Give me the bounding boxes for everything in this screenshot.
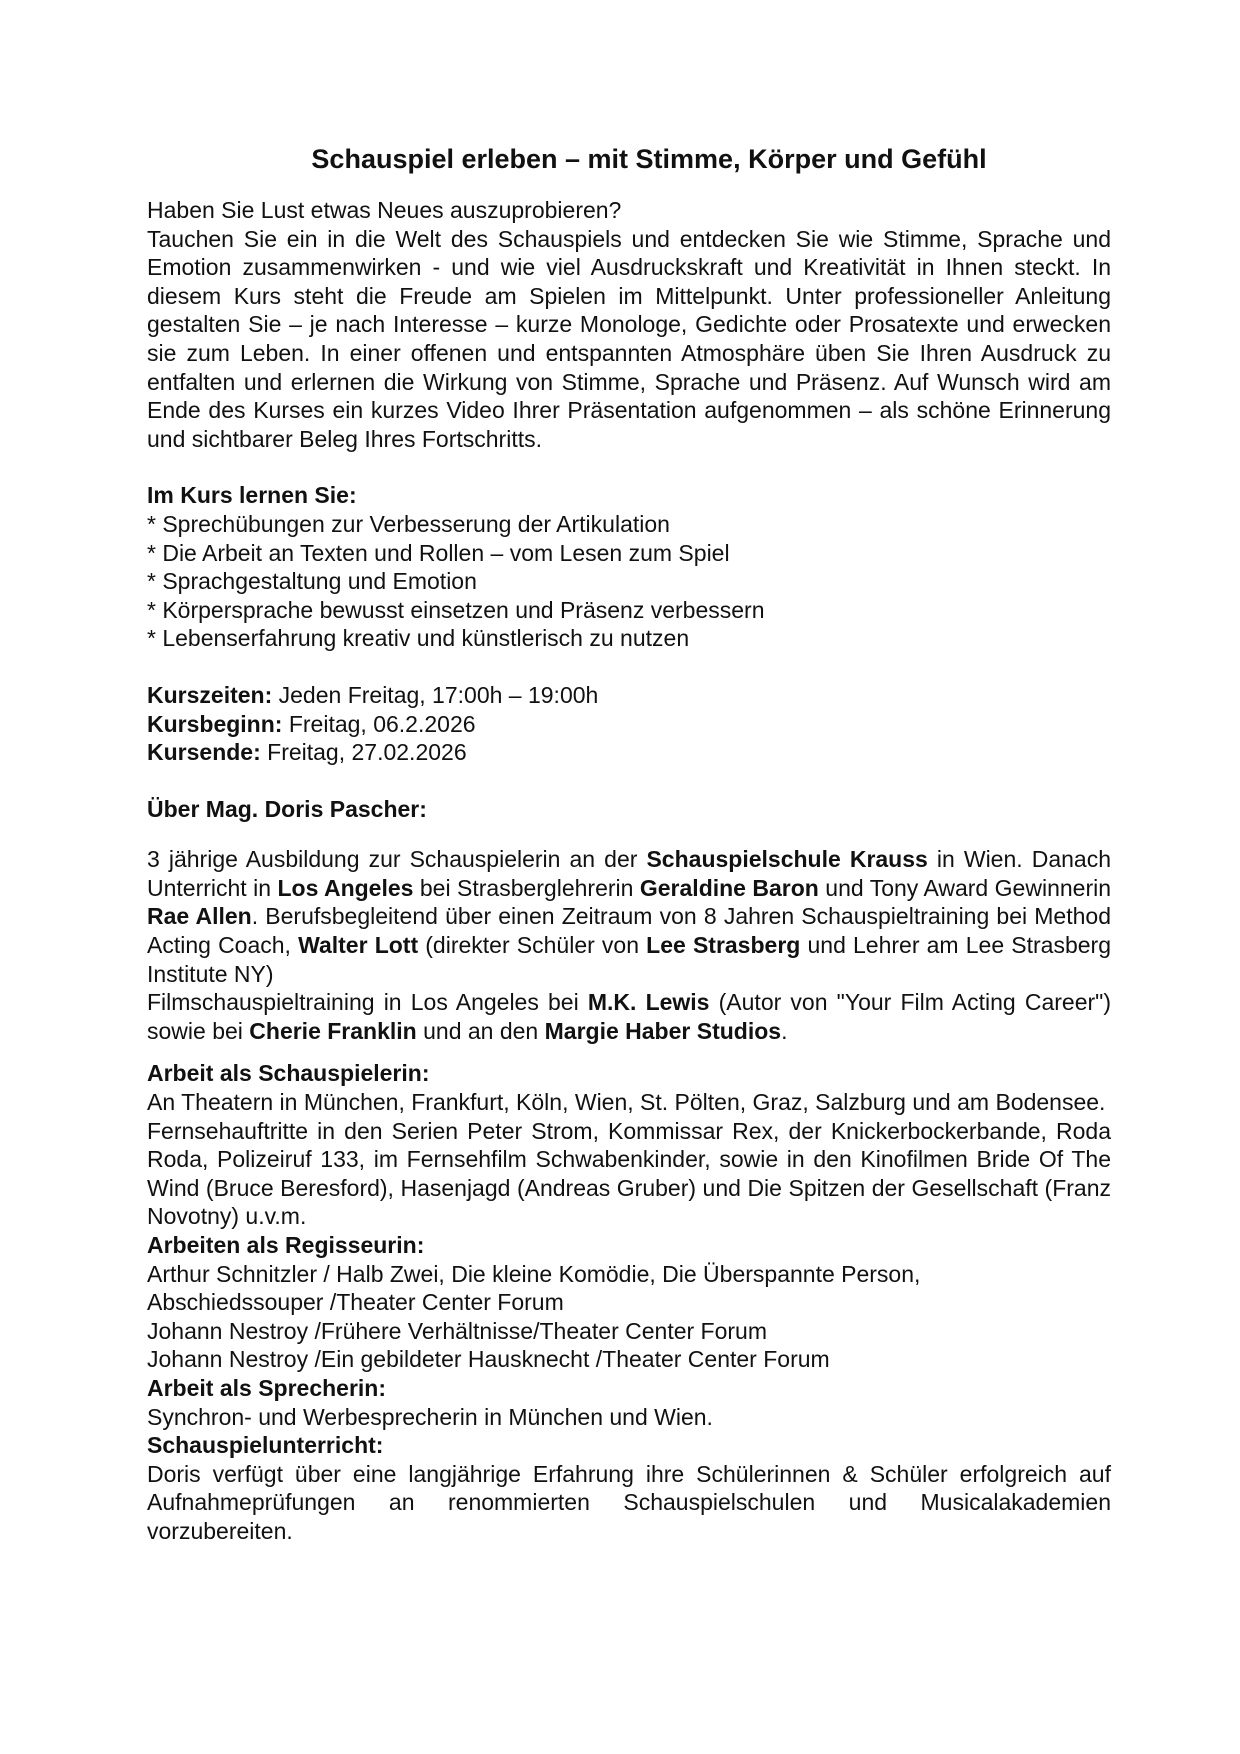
spacer: [147, 653, 1111, 681]
list-item: * Sprechübungen zur Verbesserung der Artikulation: [147, 510, 670, 537]
about-film: [147, 988, 1111, 1045]
teaching-heading: Schauspielunterricht:: [147, 1432, 384, 1459]
list-item: * Die Arbeit an Texten und Rollen – vom Lesen zum Spiel: [147, 539, 730, 566]
schedule-start-value: Freitag, 06.2.2026: [282, 710, 476, 737]
director-line: Johann Nestroy /Frühere Verhältnisse/Theater Center Forum: [147, 1317, 768, 1344]
bio-highlight: Geraldine Baron: [639, 874, 819, 901]
intro-question: Haben Sie Lust etwas Neues auszuprobieren?: [147, 197, 622, 223]
schedule-times-label: Kurszeiten:: [147, 681, 273, 708]
schedule-end-label: Kursende:: [147, 739, 261, 766]
film-text: und an den: [416, 1017, 545, 1044]
film-highlight: Cherie Franklin: [249, 1017, 417, 1044]
spacer: [147, 1045, 1111, 1059]
list-item: * Körpersprache bewusst einsetzen und Präsenz verbessern: [147, 596, 765, 623]
about-heading: Über Mag. Doris Pascher:: [147, 795, 427, 822]
spacer: [147, 453, 1111, 481]
spacer: [147, 823, 1111, 845]
document-page: [147, 142, 1111, 1546]
bio-highlight: Los Angeles: [277, 874, 414, 901]
schedule-times: [147, 681, 1111, 710]
actress-theaters: An Theatern in München, Frankfurt, Köln, Wien, St. Pölten, Graz, Salzburg und am Bodensee.: [147, 1089, 1106, 1116]
list-item: * Lebenserfahrung kreativ und künstlerisch zu nutzen: [147, 625, 690, 652]
schedule-start-label: Kursbeginn:: [147, 710, 283, 737]
director-line: Johann Nestroy /Ein gebildeter Hausknecht /Theater Center Forum: [147, 1346, 830, 1373]
schedule-end: [147, 738, 1111, 767]
film-highlight: M.K. Lewis: [587, 989, 710, 1016]
bio-text: 3 jährige Ausbildung zur Schauspielerin an der: [147, 846, 647, 873]
about-bio: [147, 845, 1111, 988]
film-text: Filmschauspieltraining in Los Angeles bei: [147, 989, 588, 1016]
director-line: Abschiedssouper /Theater Center Forum: [147, 1289, 564, 1316]
speaker-heading: Arbeit als Sprecherin:: [147, 1374, 387, 1401]
bio-text: . Berufsbegleitend über einen Zeitraum von 8 Jahren Schauspieltraining bei Method Acting Coach,: [147, 903, 1111, 959]
schedule-end-value: Freitag, 27.02.2026: [260, 739, 467, 766]
speaker-text: Synchron- und Werbesprecherin in München und Wien.: [147, 1403, 713, 1430]
teaching-text: Doris verfügt über eine langjährige Erfahrung ihre Schülerinnen & Schüler erfolgreich auf Aufnahmeprüfungen an renommierten Schauspielschulen und Musicalakademien vorzubereiten.: [147, 1460, 1111, 1544]
learn-heading: Im Kurs lernen Sie:: [147, 482, 357, 509]
film-text: (Autor von "Your Film Acting Career") sowie bei: [147, 989, 1111, 1044]
bio-text: bei Strasberglehrerin: [413, 874, 640, 901]
bio-highlight: Walter Lott: [298, 932, 419, 959]
bio-highlight: Schauspielschule Krauss: [646, 846, 928, 873]
bio-highlight: Lee Strasberg: [646, 932, 801, 959]
intro-paragraph: Tauchen Sie ein in die Welt des Schauspiels und entdecken Sie wie Stimme, Sprache und Emotion zusammenwirken - und wie viel Ausdruckskraft und Kreativität in Ihnen steckt. In diesem Kurs steht die Freude am Spielen im Mittelpunkt. Unter professioneller Anleitung gestalten Sie – je nach Interesse – kurze Monologe, Gedichte oder Prosatexte und erwecken sie zum Leben. In einer offenen und entspannten Atmosphäre üben Sie Ihren Ausdruck zu entfalten und erlernen die Wirkung von Stimme, Sprache und Präsenz. Auf Wunsch wird am Ende des Kurses ein kurzes Video Ihrer Präsentation aufgenommen – als schöne Erinnerung und sichtbarer Beleg Ihres Fortschritts.: [147, 225, 1111, 452]
bio-text: in Wien. Danach Unterricht in: [147, 846, 1111, 901]
bio-text: und Lehrer am Lee Strasberg Institute NY): [147, 932, 1111, 987]
film-text: .: [781, 1017, 788, 1044]
bio-text: und Tony Award Gewinnerin: [818, 874, 1111, 901]
document-title: Schauspiel erleben – mit Stimme, Körper und Gefühl: [311, 144, 987, 174]
director-heading: Arbeiten als Regisseurin:: [147, 1232, 425, 1258]
list-item: * Sprachgestaltung und Emotion: [147, 568, 477, 595]
schedule-start: [147, 710, 1111, 739]
spacer: [147, 767, 1111, 795]
director-line: Arthur Schnitzler / Halb Zwei, Die kleine Komödie, Die Überspannte Person,: [147, 1260, 921, 1287]
bio-text: (direkter Schüler von: [418, 932, 647, 959]
actress-tv: Fernsehauftritte in den Serien Peter Strom, Kommissar Rex, der Knickerbockerbande, Roda Roda, Polizeiruf 133, im Fernsehfilm Schwabenkinder, sowie in den Kinofilmen Bride Of The Wind (Bruce Beresford), Hasenjagd (Andreas Gruber) und Die Spitzen der Gesellschaft (Franz Novotny) u.v.m.: [147, 1117, 1111, 1230]
learn-list: [147, 510, 1111, 653]
bio-highlight: Rae Allen: [147, 903, 252, 930]
actress-heading: Arbeit als Schauspielerin:: [147, 1060, 430, 1087]
schedule-times-value: Jeden Freitag, 17:00h – 19:00h: [272, 681, 599, 708]
film-highlight: Margie Haber Studios: [544, 1017, 782, 1044]
